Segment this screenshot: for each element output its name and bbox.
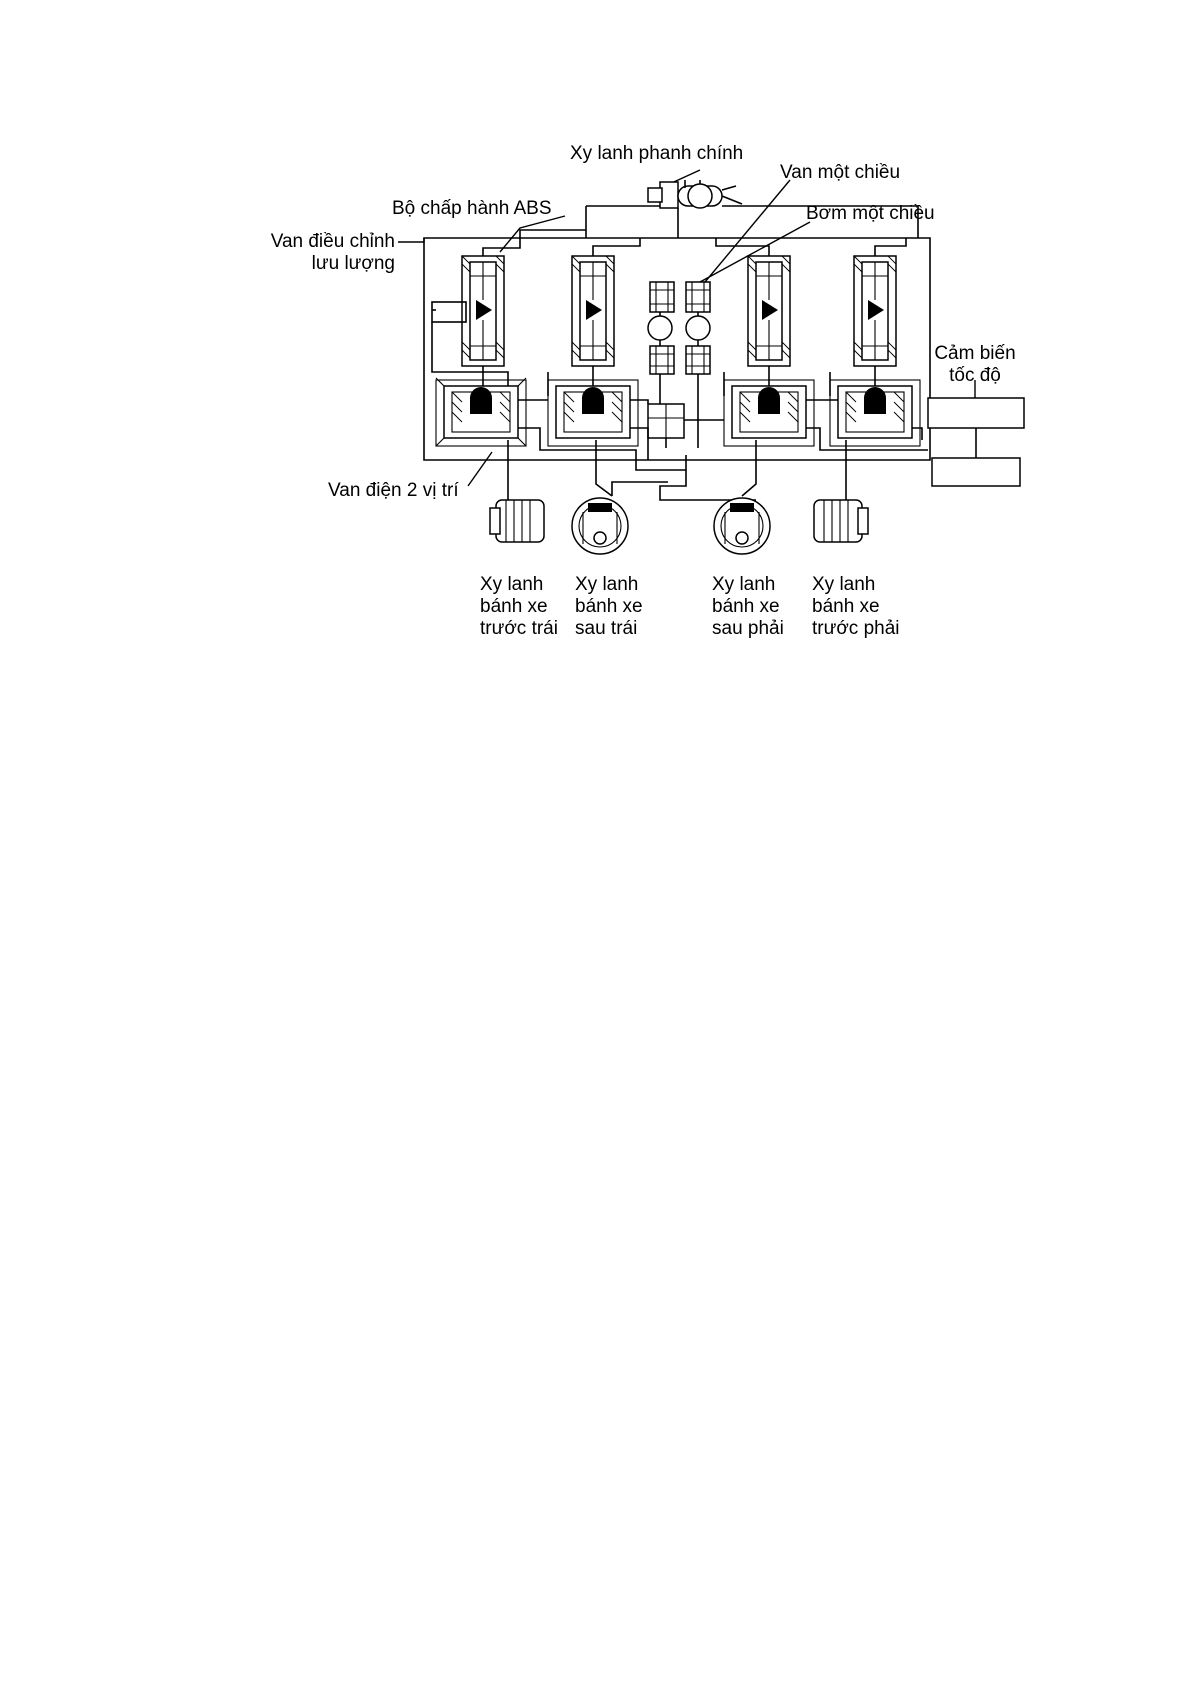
wheel-cylinder-caption-2-line1: Xy lanh: [712, 574, 776, 595]
label-flow-control-valve-line1: Van điều chỉnh: [270, 231, 395, 252]
wheel-cylinder-caption-3-line2: bánh xe: [812, 596, 880, 617]
wheel-cylinder-front-right: [814, 500, 868, 542]
valve-column-3: [724, 256, 814, 446]
pump-check-valve-assembly: [648, 282, 710, 438]
label-two-position-solenoid: Van điện 2 vị trí: [328, 480, 459, 501]
label-one-way-pump: Bơm một chiều: [806, 203, 935, 224]
wheel-cylinder-caption-0-line1: Xy lanh: [480, 574, 544, 595]
wheel-cylinder-caption-1-line1: Xy lanh: [575, 574, 639, 595]
wheel-cylinder-front-left: [490, 500, 544, 542]
label-speed-sensor-line1: Cảm biến: [934, 343, 1016, 364]
valve-column-4: [830, 256, 920, 446]
wheel-cylinder-caption-2-line2: bánh xe: [712, 596, 780, 617]
wheel-cylinder-caption-3-line3: trước phải: [812, 618, 900, 639]
label-abs-actuator: Bộ chấp hành ABS: [392, 198, 552, 219]
label-speed-sensor-line2: tốc độ: [949, 365, 1001, 386]
label-flow-control-valve-line2: lưu lượng: [311, 253, 395, 274]
wheel-cylinder-caption-1-line3: sau trái: [575, 618, 638, 639]
label-check-valve: Van một chiều: [780, 162, 901, 183]
wheel-cylinder-rear-right: [714, 498, 770, 554]
valve-column-1: [432, 256, 526, 446]
master-cylinder-symbol: [648, 180, 742, 208]
speed-sensor-box: [928, 398, 1024, 428]
label-master-cylinder: Xy lanh phanh chính: [570, 143, 744, 164]
wheel-cylinder-caption-2-line3: sau phải: [712, 618, 784, 639]
wheel-cylinder-caption-1-line2: bánh xe: [575, 596, 643, 617]
abs-ecu-box: [932, 428, 1020, 486]
wheel-cylinder-caption-0-line3: trước trái: [480, 618, 558, 639]
wheel-cylinder-caption-3-line1: Xy lanh: [812, 574, 876, 595]
wheel-cylinder-caption-0-line2: bánh xe: [480, 596, 548, 617]
wheel-cylinder-rear-left: [572, 498, 628, 554]
valve-column-2: [548, 256, 638, 446]
